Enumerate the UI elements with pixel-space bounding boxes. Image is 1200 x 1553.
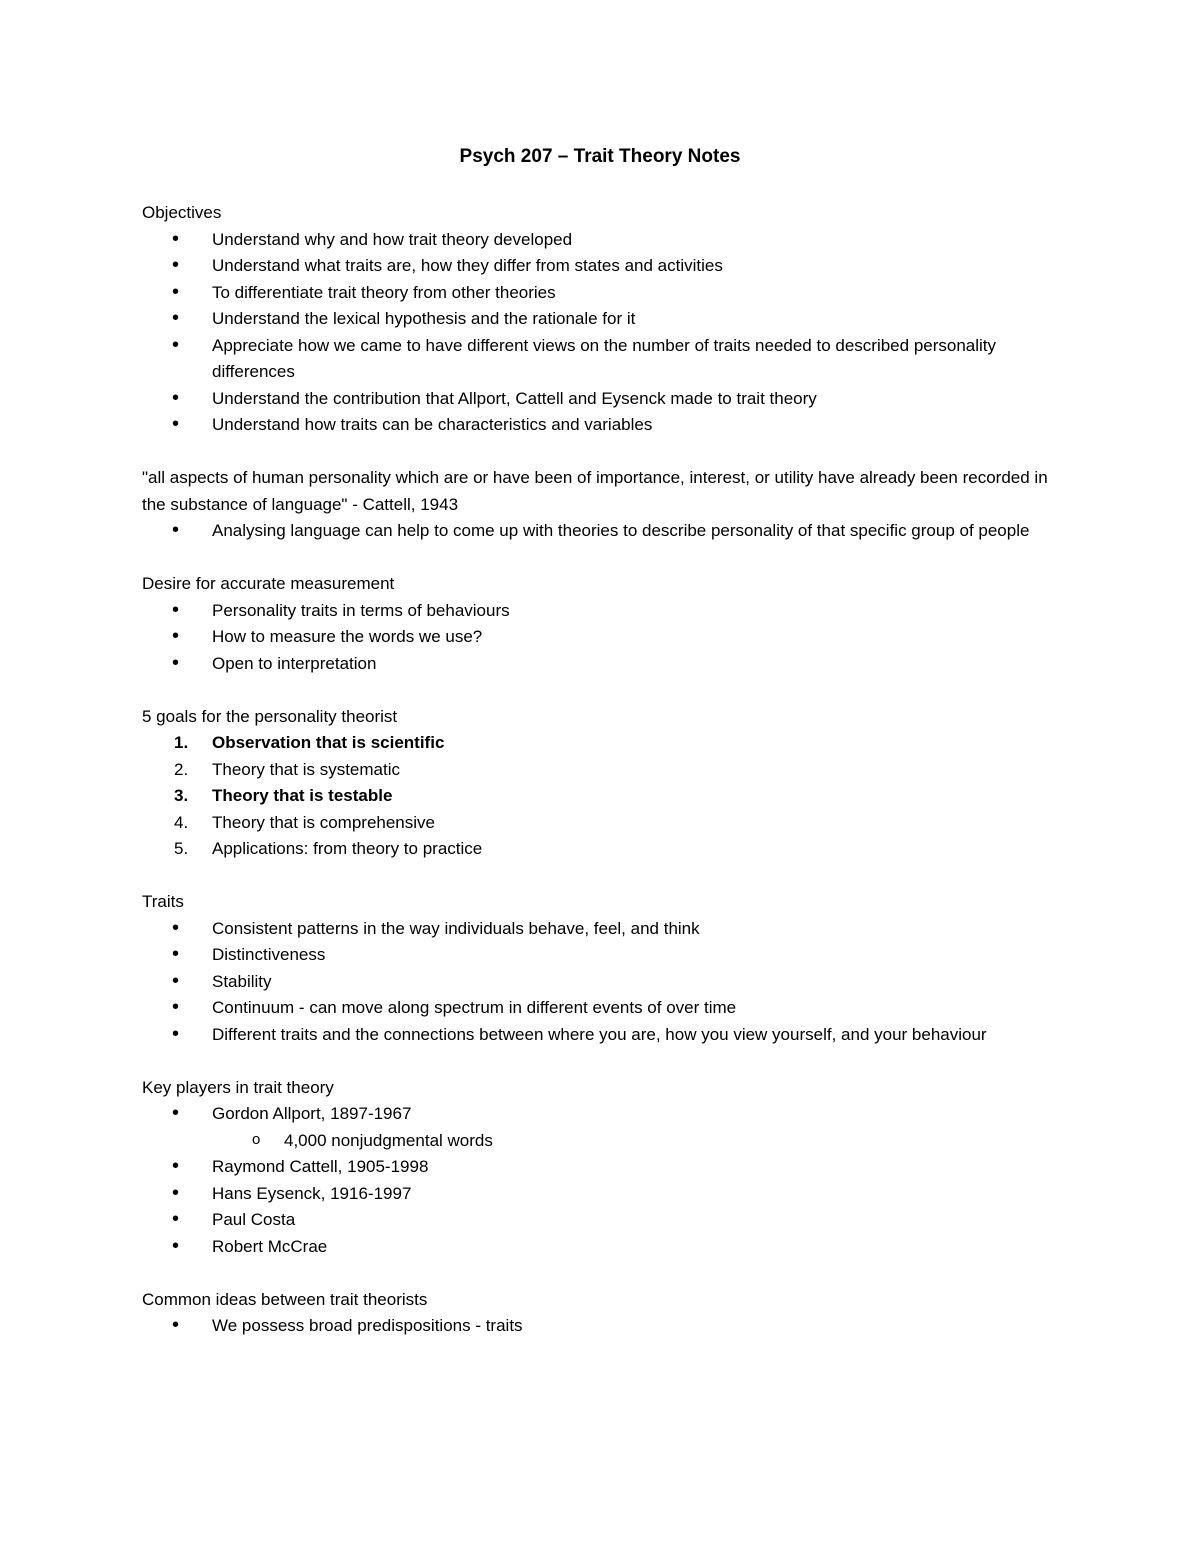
traits-heading: Traits [142,892,184,911]
common-list [142,1313,1062,1340]
list-item: • Raymond Cattell, 1905-1998 [142,1154,1062,1181]
item-text: Theory that is testable [212,786,393,805]
numbered-item [142,757,1062,784]
sub-list [212,1128,1062,1155]
list-item [142,1101,1062,1154]
item-number: 1. [174,733,189,752]
allport-entry: Gordon Allport, 1897-1967 [212,1104,412,1123]
traits-list [142,916,1062,1049]
item-number: 2. [174,759,189,779]
list-item: • Continuum - can move along spectrum in different events of over time [142,995,1062,1022]
list-item: • Paul Costa [142,1207,1062,1234]
list-item: • Personality traits in terms of behaviours [142,598,1062,625]
numbered-item [142,836,1062,863]
item-text: Observation that is scientific [212,733,445,752]
item-text: Theory that is comprehensive [212,812,435,832]
list-item: • Stability [142,969,1062,996]
document-body [142,200,1062,1340]
goals-heading: 5 goals for the personality theorist [142,706,398,726]
players-list [142,1101,1062,1260]
list-item: • Understand the contribution that Allport, Cattell and Eysenck made to trait theory [142,386,1062,413]
quote-list [142,518,1062,545]
list-item: • Understand why and how trait theory developed [142,227,1062,254]
cattell-quote: "all aspects of human personality which are or have been of importance, interest, or utility have already been recorded in the substance of language" - Cattell, 1943 [142,468,1048,514]
list-item: • Analysing language can help to come up with theories to describe personality of that specific group of people [142,518,1062,545]
item-number: 5. [174,839,189,858]
page-title: Psych 207 – Trait Theory Notes [459,146,741,167]
list-item: • Understand what traits are, how they differ from states and activities [142,253,1062,280]
list-item: • Understand the lexical hypothesis and the rationale for it [142,306,1062,333]
list-item: • How to measure the words we use? [142,624,1062,651]
item-number: 3. [174,786,189,805]
list-item: • Distinctiveness [142,942,1062,969]
item-text: Applications: from theory to practice [212,839,483,858]
list-item: • Different traits and the connections between where you are, how you view yourself, and your behaviour [142,1022,1062,1049]
list-item: • Hans Eysenck, 1916-1997 [142,1181,1062,1208]
sub-list-item: o 4,000 nonjudgmental words [142,1128,1062,1155]
list-item: • Consistent patterns in the way individuals behave, feel, and think [142,916,1062,943]
list-item: • Understand how traits can be characteristics and variables [142,412,1062,439]
list-item: • We possess broad predispositions - traits [142,1313,1062,1340]
item-number: 4. [174,812,189,832]
list-item: • Appreciate how we came to have different views on the number of traits needed to described personality differences [142,333,1062,386]
numbered-item [142,783,1062,810]
measurement-heading: Desire for accurate measurement [142,574,395,593]
measurement-list [142,598,1062,678]
numbered-item [142,730,1062,757]
players-heading: Key players in trait theory [142,1077,334,1097]
goals-list [142,730,1062,863]
item-text: Theory that is systematic [212,759,401,779]
list-item: • Open to interpretation [142,651,1062,678]
objectives-heading: Objectives [142,203,222,222]
list-item: • Robert McCrae [142,1234,1062,1261]
objectives-list [142,227,1062,439]
list-item: • To differentiate trait theory from other theories [142,280,1062,307]
common-heading: Common ideas between trait theorists [142,1289,428,1309]
numbered-item [142,810,1062,837]
